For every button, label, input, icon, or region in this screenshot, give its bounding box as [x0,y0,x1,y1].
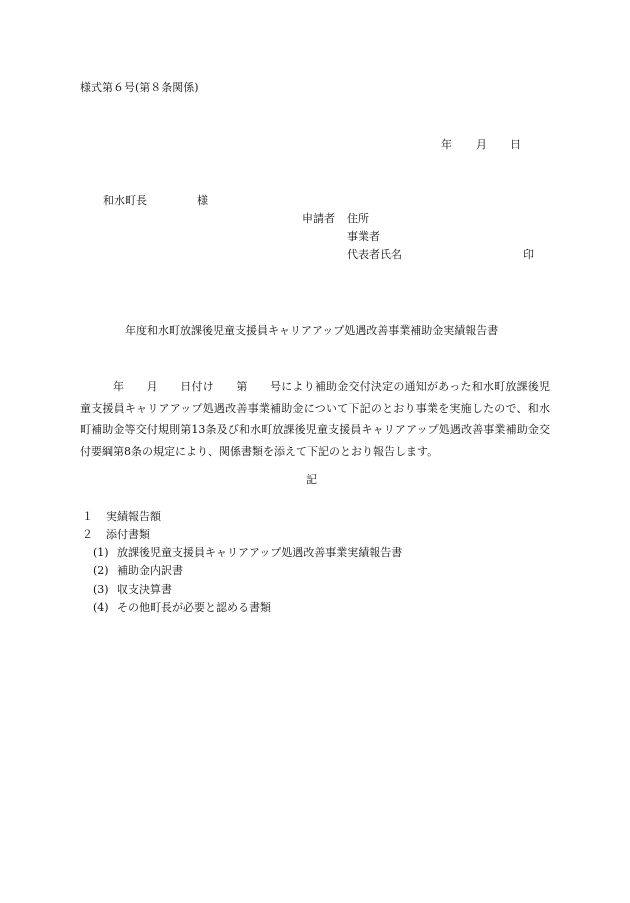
attachment-number: (3) [93,583,109,596]
list-item [93,564,183,578]
attachment-label: 収支決算書 [117,583,172,596]
date-year-label: 年 [441,138,452,151]
seal-mark: 印 [523,248,534,261]
list-item [82,510,161,524]
list-item [93,601,271,615]
item-number: ２ [82,528,93,541]
date-month-label: 月 [476,138,487,151]
attachment-number: (1) [93,546,109,559]
attachment-number: (4) [93,601,109,614]
item-number: １ [82,510,93,523]
form-number: 様式第６号(第８条関係) [80,81,199,94]
attachment-number: (2) [93,564,109,577]
item-label: 添付書類 [106,528,150,541]
addressee-name: 和水町長 [103,194,147,207]
business-label: 事業者 [347,230,380,243]
item-label: 実績報告額 [106,510,161,523]
applicant-label: 申請者 [302,212,335,225]
attachment-label: その他町長が必要と認める書類 [117,601,271,614]
list-item [82,528,150,542]
addressee-honorific: 様 [197,194,208,207]
address-label: 住所 [347,212,369,225]
body-paragraph: 年 月 日付け 第 号により補助金交付決定の通知があった和水町放課後児童支援員キャリアアップ処遇改善事業補助金について下記のとおり事業を実施したので、和水町補助金等交付規則第13条及び和水町放課後児童支援員キャリアアップ処遇改善事業補助金交付要綱第8条の規定により、関係書類を添えて下記のとおり報告します。 [80,380,550,458]
representative-label: 代表者氏名 [347,248,402,261]
attachment-label: 放課後児童支援員キャリアアップ処遇改善事業実績報告書 [117,546,403,559]
list-item [93,546,402,560]
attachment-label: 補助金内訳書 [117,564,183,577]
ki-heading: 記 [306,473,317,486]
date-day-label: 日 [510,138,521,151]
list-item [93,583,172,597]
document-title: 年度和水町放課後児童支援員キャリアアップ処遇改善事業補助金実績報告書 [125,324,499,337]
